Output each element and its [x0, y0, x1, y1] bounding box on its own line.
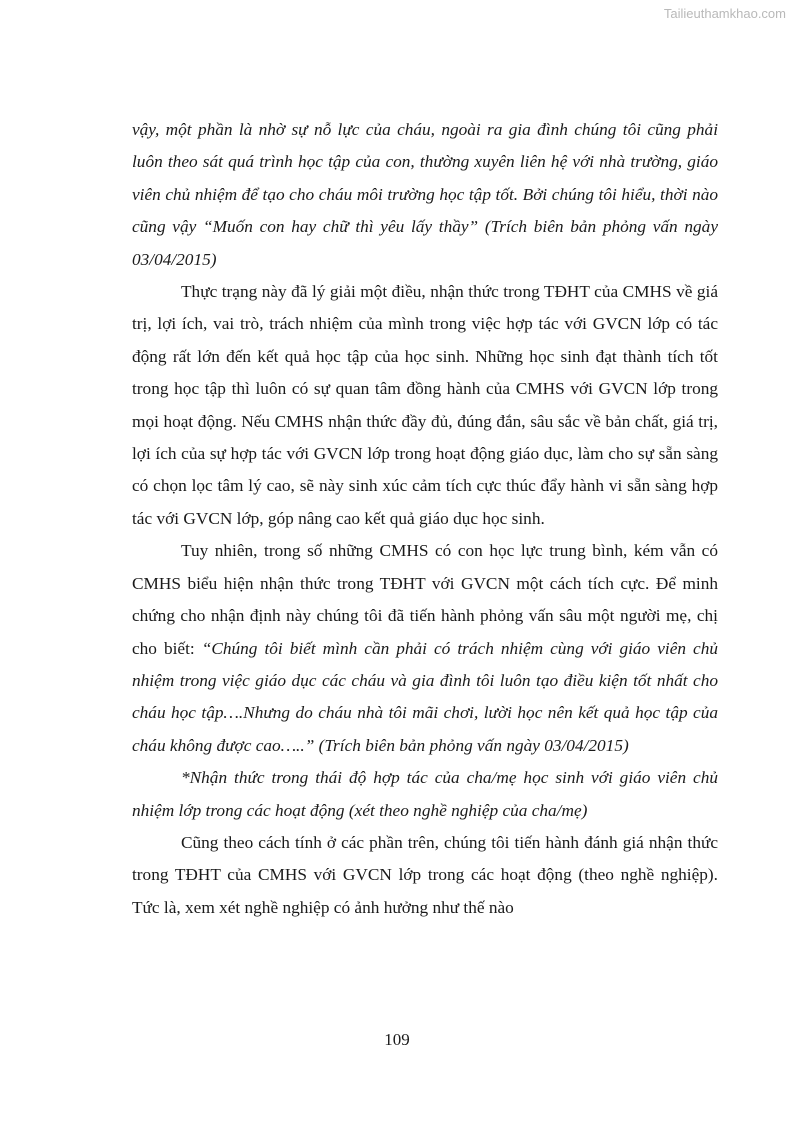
section-heading: *Nhận thức trong thái độ hợp tác của cha/mẹ học sinh với giáo viên chủ nhiệm lớp trong các hoạt động (xét theo nghề nghiệp của cha/mẹ) [132, 768, 718, 820]
paragraph-quote-continued: vậy, một phần là nhờ sự nỗ lực của cháu, ngoài ra gia đình chúng tôi cũng phải luôn theo sát quá trình học tập của con, thường xuyên liên hệ với nhà trường, giáo viên chủ nhiệm để tạo cho cháu môi trường học tập tốt. Bởi chúng tôi hiểu, thời nào cũng vậy “Muốn con hay chữ thì yêu lấy thầy” (Trích biên bản phỏng vấn ngày 03/04/2015) [132, 120, 718, 269]
paragraph-occupation: Cũng theo cách tính ở các phần trên, chúng tôi tiến hành đánh giá nhận thức trong TĐHT của CMHS với GVCN lớp trong các hoạt động (theo nghề nghiệp). Tức là, xem xét nghề nghiệp có ảnh hưởng như thế nào [132, 832, 718, 917]
page-number: 109 [384, 1030, 410, 1049]
document-body [132, 114, 718, 924]
paragraph-reality: Thực trạng này đã lý giải một điều, nhận thức trong TĐHT của CMHS về giá trị, lợi ích, vai trò, trách nhiệm của mình trong việc hợp tác với GVCN lớp có tác động rất lớn đến kết quả học tập của học sinh. Những học sinh đạt thành tích tốt trong học tập thì luôn có sự quan tâm đồng hành của CMHS với GVCN lớp trong mọi hoạt động. Nếu CMHS nhận thức đầy đủ, đúng đắn, sâu sắc về bản chất, giá trị, lợi ích của sự hợp tác với GVCN lớp trong hoạt động giáo dục, làm cho sự sẵn sàng có chọn lọc tâm lý cao, sẽ này sinh xúc cảm tích cực thúc đẩy hành vi sẵn sàng hợp tác với GVCN lớp, góp nâng cao kết quả giáo dục học sinh. [132, 282, 718, 528]
interview-quote: “Chúng tôi biết mình cần phải có trách nhiệm cùng với giáo viên chủ nhiệm trong việc giáo dục các cháu và gia đình tôi luôn tạo điều kiện tốt nhất cho cháu học tập….Nhưng do cháu nhà tôi mãi chơi, lười học nên kết quả học tập của cháu không được cao…..” (Trích biên bản phỏng vấn ngày 03/04/2015) [132, 638, 718, 755]
paragraph-however [132, 535, 718, 762]
watermark: Tailieuthamkhao.com [663, 6, 786, 21]
paragraph-however-text: Tuy nhiên, trong số những CMHS có con học lực trung bình, kém vẫn có CMHS biểu hiện nhận thức trong TĐHT với GVCN một cách tích cực. Để minh chứng cho nhận định này chúng tôi đã tiến hành phỏng vấn sâu một người mẹ, chị cho biết: [132, 541, 718, 658]
